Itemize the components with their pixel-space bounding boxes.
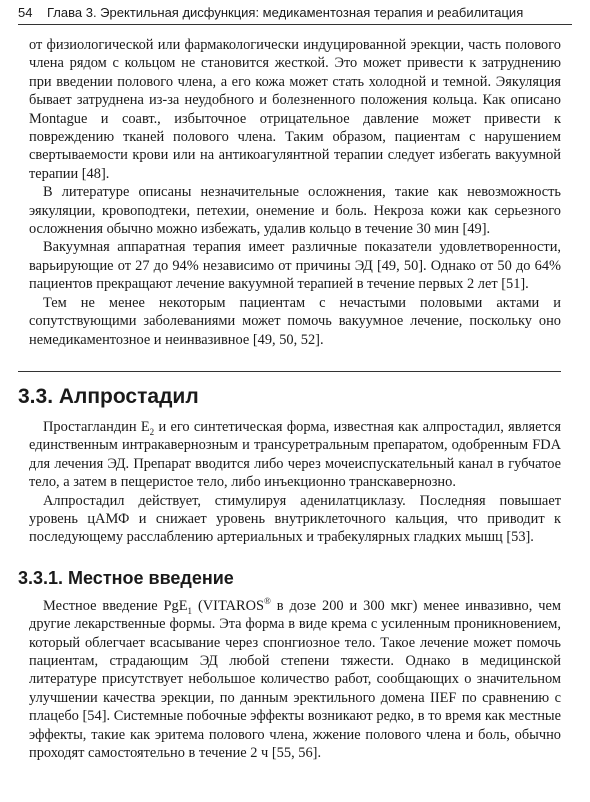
- subscript-2: 2: [149, 426, 155, 437]
- paragraph-complications: В литературе описаны незначительные осложнения, такие как невозможность эякуляции, кровоподтеки, петехии, онемение и боль. Некроза кожи как серьезного осложнения обычно можно избежать, удалив кольцо в течение 30 мин [49].: [29, 184, 561, 238]
- section-heading: 3.3. Алпростадил: [18, 371, 561, 410]
- paragraph-prostaglandin: [29, 418, 561, 492]
- prostaglandin-text-rest: и его синтетическая форма, известная как алпростадил, является единственным интракавернозным и трансуретральным препаратом, одобренным FDA для лечения ЭД. Препарат вводится либо через мочеиспускательный канал в губчатое тело, а затем в пещеристое тело, либо инъекционно транскавернозно.: [29, 418, 562, 491]
- local-text-rest: в дозе 200 и 300 мкг) менее инвазивно, чем другие лекарственные формы. Эта форма в виде крема с усиленным проникновением, который облегчает всасывание через спонгиозное тело. Такое лечение может помочь пациентам, страдающим ЭД любой степени тяжести. Однако в медицинской литературе присутствует небольшое количество работ, сообщающих о значительном улучшении качества эрекции, по данным эректильного домена IIEF по сравнению с плацебо [54]. Системные побочные эффекты возникают редко, в то время как местные эффекты, такие как эритема полового члена, жжение полового члена и боль, обычно проходят самостоятельно в течение 2 ч [55, 56].: [29, 597, 562, 761]
- prostaglandin-text-start: Простагландин E: [43, 418, 150, 435]
- page-number: 54: [18, 5, 33, 20]
- paragraph-satisfaction: Вакуумная аппаратная терапия имеет различные показатели удовлетворенности, варьирующие от 27 до 94% независимо от причины ЭД [49, 50]. Однако от 50 до 64% пациентов прекращают лечение вакуумной терапией в течение первых 2 лет [51].: [29, 239, 561, 293]
- section-spacer: [29, 410, 561, 418]
- subsection-heading: 3.3.1. Местное введение: [18, 567, 234, 588]
- paragraph-local-administration: [29, 597, 561, 763]
- paragraph-continuation: от физиологической или фармакологически индуцированной эрекции, часть полового члена рядом с кольцом не становится жесткой. Это может привести к затруднению при введении полового члена, а его кожа может стать холодной и темной. Эякуляция бывает затруднена из-за неудобного и болезненного положения кольца. Как описано Montague и соавт., избыточное отрицательное давление может привести к повреждению тканей полового члена. Таким образом, пациентам с нарушением свертываемости крови или на антикоагулянтной терапии следует избегать вакуумной терапии [48].: [29, 37, 561, 182]
- paragraph-mechanism: Алпростадил действует, стимулируя аденилатциклазу. Последняя повышает уровень цАМФ и снижает уровень внутриклеточного кальция, что приводит к последующему расслаблению артериальных и трабекулярных гладких мышц [53].: [29, 492, 561, 546]
- registered-mark: ®: [263, 595, 271, 606]
- paragraph-vacuum-benefit: Тем не менее некоторым пациентам с нечастыми половыми актами и сопутствующими заболеваниями может помочь вакуумное лечение, поскольку оно немедикаментозное и неинвазивное [49, 50, 52].: [29, 294, 561, 348]
- page-body: [18, 36, 562, 762]
- running-title: Глава 3. Эректильная дисфункция: медикаментозная терапия и реабилитация: [47, 5, 524, 20]
- subscript-1: 1: [187, 605, 193, 616]
- local-text-vitaros: (VITAROS: [192, 597, 264, 614]
- header-rule: [18, 24, 572, 25]
- running-header: [0, 2, 590, 24]
- local-text-start: Местное введение PgE: [43, 597, 188, 614]
